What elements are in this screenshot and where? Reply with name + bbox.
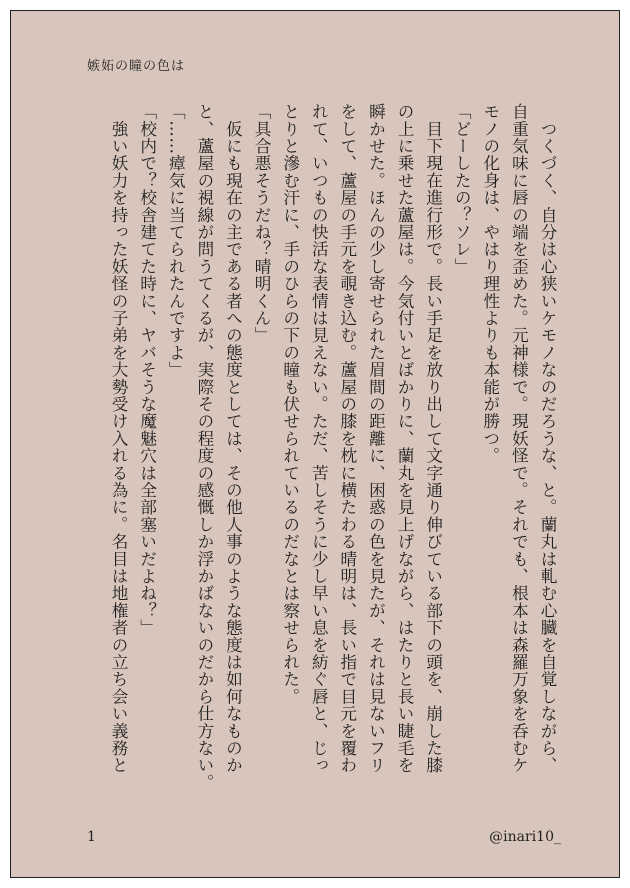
- text-line: と、蘆屋の視線が問うてくるが、実際その程度の感慨しか浮かばないのだから仕方ない。: [194, 103, 214, 791]
- text-line: とりと滲む汗に、手のひらの下の瞳も伏せられているのだなとは察せられた。: [280, 103, 300, 705]
- text-line: 強い妖力を持った妖怪の子弟を大勢受け入れる為に。名目は地権者の立ち会い義務と: [109, 103, 129, 774]
- text-line: 目下現在進行形で。長い手足を放り出して文字通り伸びている部下の頭を、崩した膝: [423, 103, 443, 774]
- text-line: 瞬かせた。ほんの少し寄せられた眉間の距離に、困惑の色を見たが、それは見ないフリ: [366, 103, 386, 774]
- text-line: の上に乗せた蘆屋は。今気付いとばかりに、蘭丸を見上げながら、はたりと長い睫毛を: [395, 103, 415, 774]
- text-line: 自重気味に唇の端を歪めた。元神様で。現妖怪で。それでも、根本は森羅万象を呑むケ: [509, 103, 529, 774]
- text-line: モノの化身は、やはり理性よりも本能が勝つ。: [480, 103, 500, 465]
- text-line: つくづく、自分は心狭いケモノなのだろうな、と。蘭丸は軋む心臓を自覚しながら、: [538, 103, 557, 774]
- text-line: をして、蘆屋の手元を覗き込む。蘆屋の膝を枕に横たわる晴明は、長い指で目元を覆わ: [337, 103, 357, 774]
- text-line: 「具合悪そうだね？晴明くん」: [252, 103, 272, 344]
- text-line: れて、いつもの快活な表情は見えない。ただ、苦しそうに少し早い息を紡ぐ唇と、じっ: [309, 103, 329, 774]
- manuscript-page: [10, 10, 620, 878]
- page-number: 1: [87, 829, 96, 845]
- text-line: 「どーしたの？ソレ」: [452, 103, 472, 275]
- text-line: 「……瘴気に当てられたんですよ」: [166, 103, 186, 379]
- running-title: 嫉妬の瞳の色は: [87, 59, 186, 74]
- vertical-body-text: [91, 103, 561, 823]
- author-handle: @inari10_: [489, 829, 561, 845]
- text-line: 「校内で？校舎建てた時に、ヤバそうな魔魅穴は全部塞いだよね？」: [137, 103, 157, 637]
- text-line: 仮にも現在の主である者への態度としては、その他人事のような態度は如何なものか: [223, 103, 243, 774]
